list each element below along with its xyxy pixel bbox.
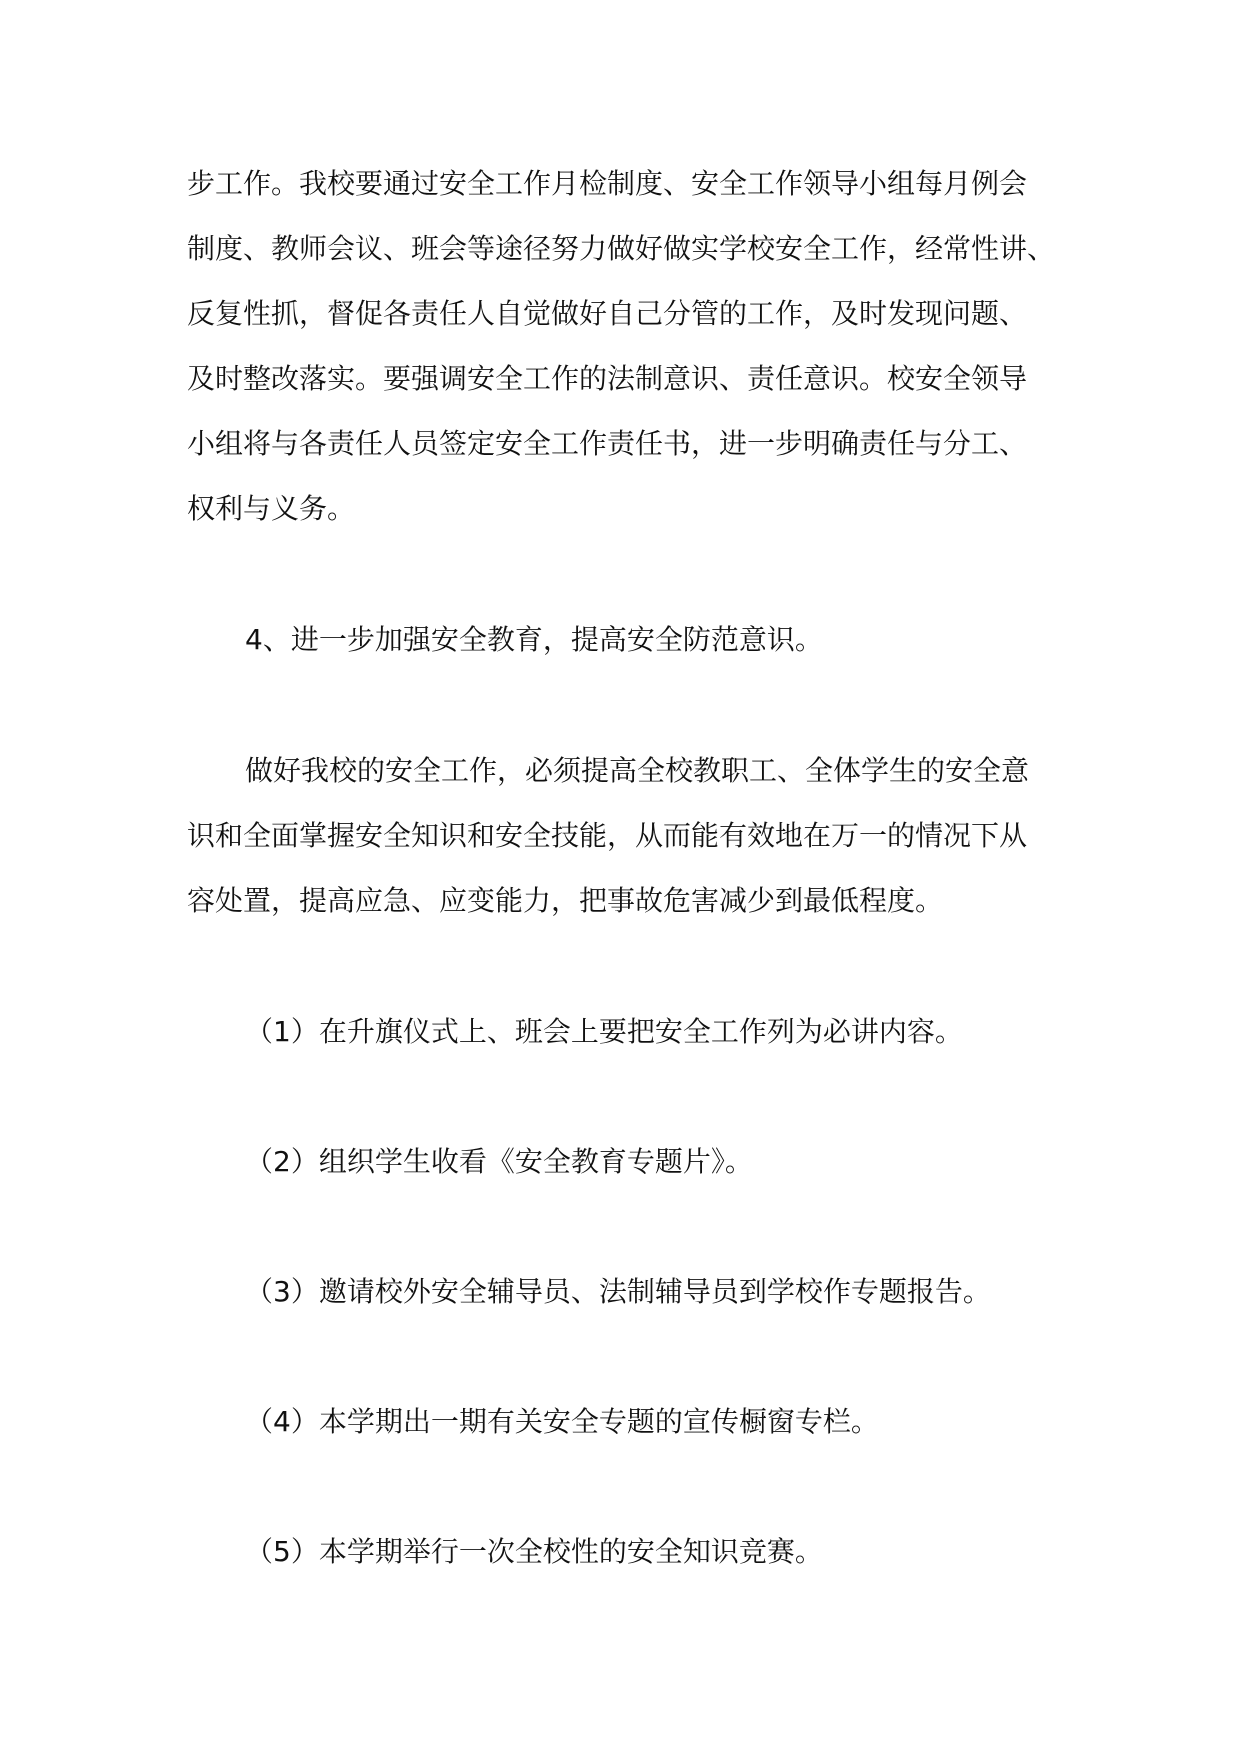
- paragraph-line: 权利与义务。: [187, 492, 356, 525]
- paragraph-line: 容处置，提高应急、应变能力，把事故危害减少到最低程度。: [187, 884, 944, 917]
- paragraph-line: 制度、教师会议、班会等途径努力做好做实学校安全工作，经常性讲、: [187, 232, 1056, 265]
- paragraph-line: 及时整改落实。要强调安全工作的法制意识、责任意识。校安全领导: [187, 362, 1028, 395]
- list-item: （5）本学期举行一次全校性的安全知识竞赛。: [245, 1535, 823, 1568]
- paragraph-line: 做好我校的安全工作，必须提高全校教职工、全体学生的安全意: [245, 754, 1030, 787]
- paragraph-line: 步工作。我校要通过安全工作月检制度、安全工作领导小组每月例会: [187, 167, 1028, 200]
- paragraph-line: 小组将与各责任人员签定安全工作责任书，进一步明确责任与分工、: [187, 427, 1028, 460]
- list-item: （4）本学期出一期有关安全专题的宣传橱窗专栏。: [245, 1405, 879, 1438]
- section-heading: 4、进一步加强安全教育，提高安全防范意识。: [245, 623, 823, 656]
- paragraph-line: 识和全面掌握安全知识和安全技能，从而能有效地在万一的情况下从: [187, 819, 1028, 852]
- paragraph-line: 反复性抓，督促各责任人自觉做好自己分管的工作，及时发现问题、: [187, 297, 1028, 330]
- list-item: （3）邀请校外安全辅导员、法制辅导员到学校作专题报告。: [245, 1275, 991, 1308]
- list-item: （1）在升旗仪式上、班会上要把安全工作列为必讲内容。: [245, 1015, 963, 1048]
- list-item: （2）组织学生收看《安全教育专题片》。: [245, 1145, 753, 1178]
